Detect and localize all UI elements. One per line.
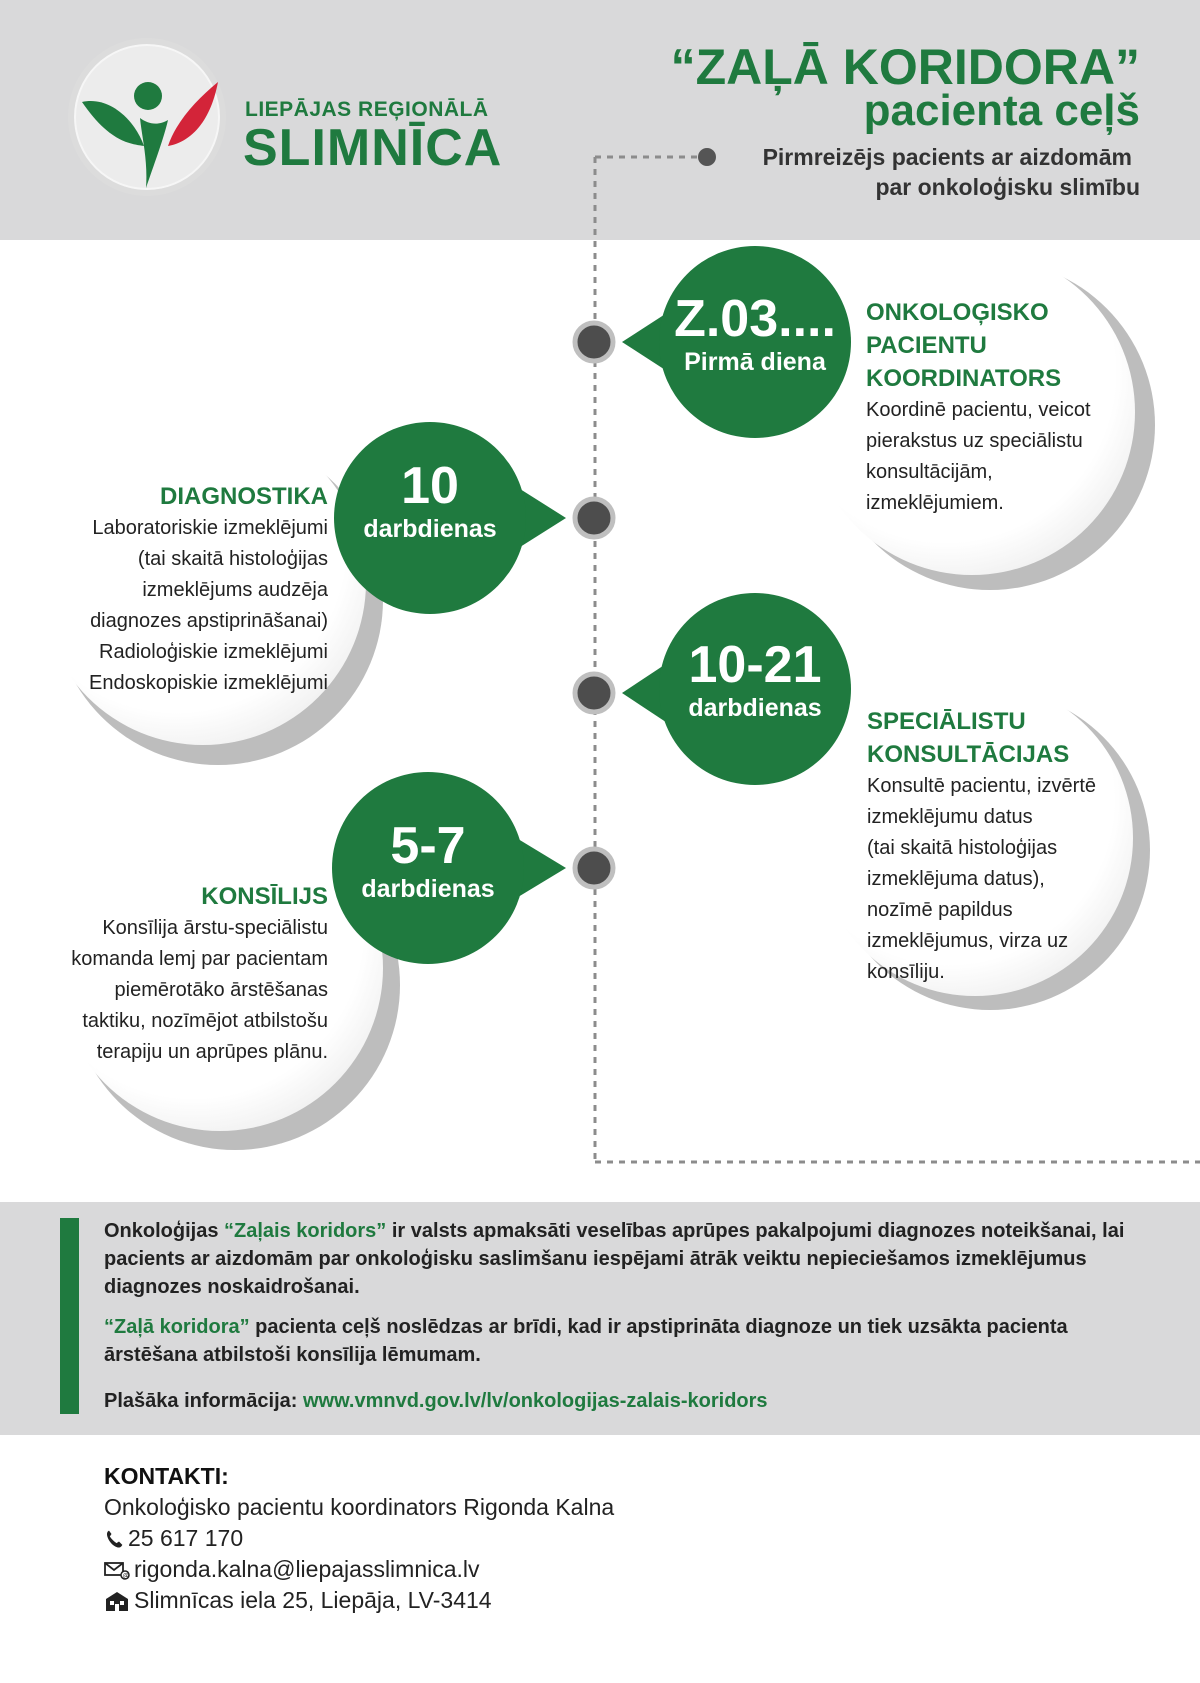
page-title-line1: “ZAĻĀ KORIDORA” (670, 39, 1140, 95)
contacts-section (104, 1460, 614, 1616)
consultations-text (867, 705, 1137, 988)
coordinator-badge-text (659, 291, 851, 377)
contacts-person: Onkoloģisko pacientu koordinators Rigonda Kalna (104, 1494, 615, 1520)
page-title-line2: pacienta ceļš (863, 86, 1140, 135)
council-body-line: taktiku, nozīmējot atbilstošu (82, 1010, 328, 1032)
contacts-phone[interactable]: 25 617 170 (128, 1525, 244, 1551)
council-body-line: piemērotāko ārstēšanas (114, 979, 328, 1001)
info-website-link[interactable]: www.vmnvd.gov.lv/lv/onkologijas-zalais-koridors (302, 1390, 768, 1412)
coordinator-text (866, 296, 1126, 519)
diagnostics-body-line: Radioloģiskie izmeklējumi (99, 641, 328, 663)
info-paragraph-2 (104, 1313, 1144, 1369)
consultations-body-line: izmeklējumu datus (867, 806, 1033, 828)
council-badge-text (332, 818, 524, 904)
consultations-badge-text (659, 637, 851, 723)
contacts-address: Slimnīcas iela 25, Liepāja, LV-3414 (134, 1587, 492, 1613)
coordinator-body-line: pierakstus uz speciālistu (866, 430, 1083, 452)
council-body-line: komanda lemj par pacientam (71, 948, 328, 970)
consultations-body-line: Konsultē pacientu, izvērtē (867, 775, 1097, 797)
info-text: ir valsts apmaksāti veselības aprūpes pakalpojumi diagnozes noteikšanai, lai pacients ar aizdomām par onkoloģisku saslimšanu iespējami ātrāk veiktu nepieciešamos izmeklējumus diagnozes noskaidrošanai. (104, 1220, 1125, 1298)
council-badge-label: darbdienas (361, 875, 495, 903)
email-icon (104, 1558, 130, 1582)
info-paragraph-1 (104, 1217, 1144, 1301)
diagnostics-body-line: diagnozes apstiprināšanai) (90, 610, 328, 632)
council-heading: KONSĪLIJS (201, 883, 328, 910)
contacts-address-row (104, 1585, 614, 1616)
diagnostics-body-line: (tai skaitā histoloģijas (137, 548, 328, 570)
building-icon (104, 1589, 130, 1613)
info-accent-bar (60, 1218, 79, 1414)
info-highlight: “Zaļais koridors” (224, 1220, 387, 1242)
contacts-phone-row (104, 1523, 614, 1554)
consultations-body-line: konsīliju. (867, 961, 945, 983)
consultations-badge-label: darbdienas (688, 694, 822, 722)
diagnostics-text (40, 480, 328, 699)
contacts-email[interactable]: rigonda.kalna@liepajasslimnica.lv (134, 1556, 480, 1582)
coordinator-heading-line: PACIENTU (866, 332, 987, 359)
consultations-body-line: (tai skaitā histoloģijas (867, 837, 1058, 859)
coordinator-body-line: Koordinē pacientu, veicot (866, 399, 1091, 421)
svg-text:@: @ (122, 1572, 129, 1579)
council-text (40, 880, 328, 1068)
logo-text-top: LIEPĀJAS REĢIONĀLĀ (245, 98, 489, 121)
coordinator-heading-line: ONKOLOĢISKO (866, 299, 1049, 326)
info-text: Plašāka informācija: (104, 1390, 303, 1412)
info-highlight: “Zaļā koridora” (104, 1316, 250, 1338)
timeline-start-dot (698, 148, 716, 166)
coordinator-body-line: izmeklējumiem. (866, 492, 1004, 514)
consultations-body-line: izmeklējumus, virza uz (867, 930, 1069, 952)
coordinator-badge-label: Pirmā diena (684, 348, 826, 376)
diagnostics-heading: DIAGNOSTIKA (160, 483, 328, 510)
diagnostics-body-line: Laboratoriskie izmeklējumi (92, 517, 328, 539)
coordinator-badge-code: Z.03.... (674, 290, 836, 348)
consultations-heading-line: SPECIĀLISTU (867, 708, 1026, 735)
info-text: pacienta ceļš noslēdzas ar brīdi, kad ir apstiprināta diagnoze un tiek uzsākta pacienta ārstēšana atbilstoši konsīlija lēmumam. (104, 1316, 1068, 1366)
page-subtitle-line1: Pirmreizējs pacients ar aizdomām (762, 144, 1132, 170)
coordinator-body-line: konsultācijām, (866, 461, 993, 483)
diagnostics-body-line: izmeklējums audzēja (142, 579, 328, 601)
info-paragraph-3 (104, 1387, 1144, 1415)
consultations-heading-line: KONSULTĀCIJAS (867, 741, 1070, 768)
info-text: Onkoloģijas (104, 1220, 225, 1242)
council-body-line: Konsīlija ārstu-speciālistu (102, 917, 328, 939)
council-body-line: terapiju un aprūpes plānu. (96, 1041, 328, 1063)
contacts-heading: KONTAKTI: (104, 1463, 229, 1489)
diagnostics-badge-text (334, 458, 526, 544)
consultations-badge-days: 10-21 (688, 636, 822, 694)
page-subtitle-line2: par onkoloģisku slimību (875, 174, 1140, 200)
logo-text-main: SLIMNĪCA (243, 119, 503, 177)
coordinator-heading-line: KOORDINATORS (866, 365, 1062, 392)
consultations-body-line: nozīmē papildus (867, 899, 1013, 921)
consultations-body-line: izmeklējuma datus), (867, 868, 1045, 890)
diagnostics-badge-label: darbdienas (363, 515, 497, 543)
contacts-email-row (104, 1554, 614, 1585)
diagnostics-body-line: Endoskopiskie izmeklējumi (89, 672, 328, 694)
phone-icon (104, 1527, 124, 1551)
diagnostics-badge-days: 10 (401, 457, 459, 515)
council-badge-days: 5-7 (390, 817, 466, 875)
